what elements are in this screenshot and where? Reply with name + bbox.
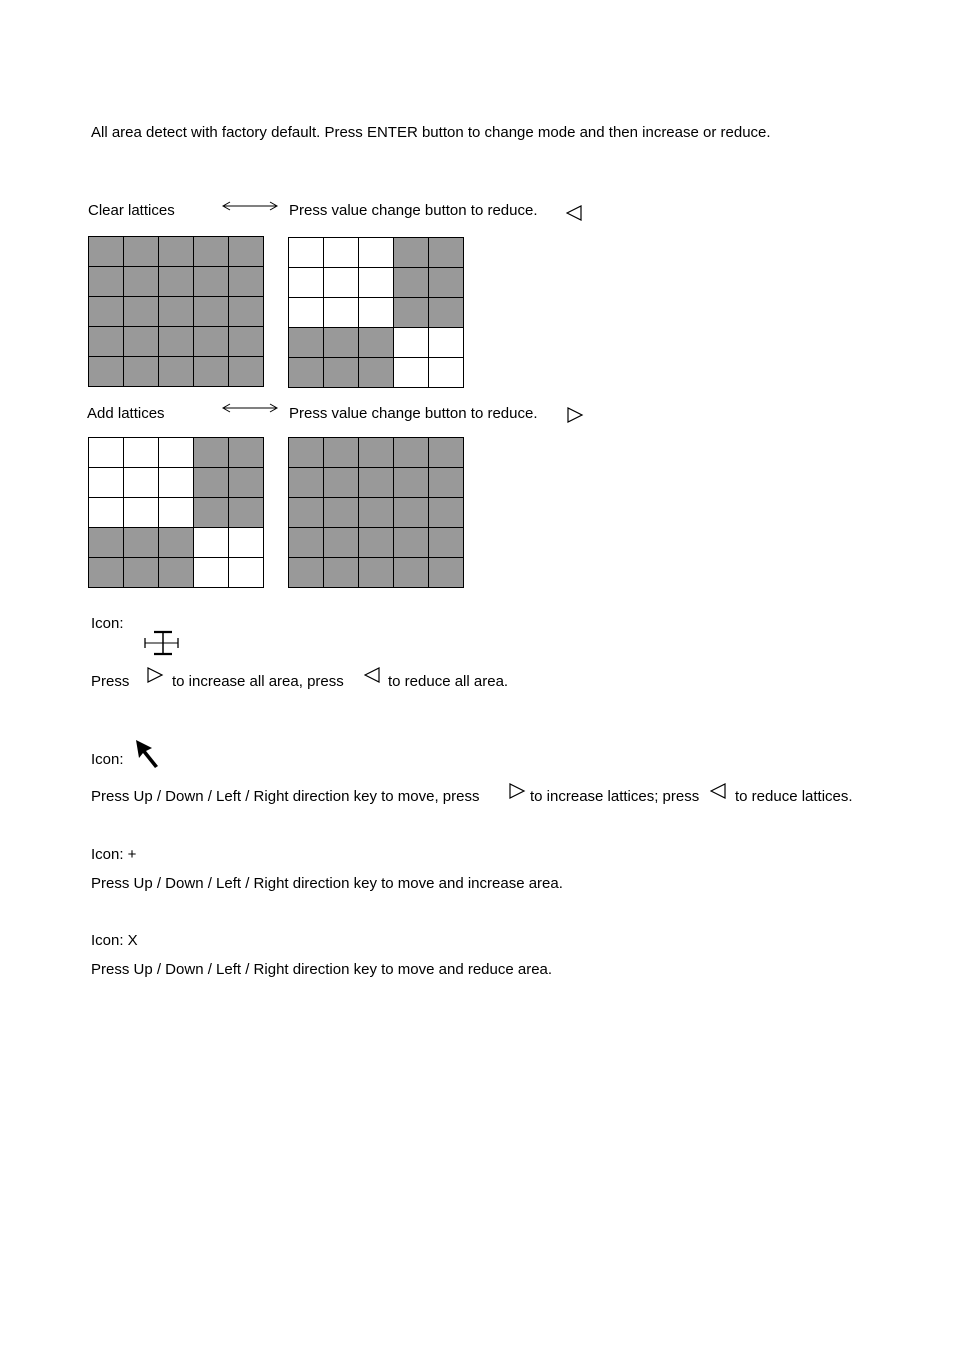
lattice-cell (229, 468, 263, 497)
lattice-cell (229, 327, 263, 356)
lattice-cell (429, 528, 463, 557)
lattice-cell (89, 297, 123, 326)
lattice-cell (394, 558, 428, 587)
lattice-cell (429, 328, 463, 357)
lattice-cell (194, 297, 228, 326)
lattice-cell (429, 358, 463, 387)
lattice-cell (324, 468, 358, 497)
lattice-cell (429, 498, 463, 527)
lattice-cell (429, 438, 463, 467)
triangle-left-icon (566, 205, 584, 221)
lattice-cell (159, 438, 193, 467)
lattice-cell (324, 498, 358, 527)
lattice-grid-clear-before (88, 236, 264, 387)
lattice-cell (194, 498, 228, 527)
lattice-cell (89, 438, 123, 467)
lattice-cell (359, 328, 393, 357)
increase-all-area-text: to increase all area, press (172, 673, 344, 690)
lattice-cell (324, 558, 358, 587)
lattice-cell (229, 357, 263, 386)
lattice-cell (124, 438, 158, 467)
reduce-all-area-text: to reduce all area. (388, 673, 509, 690)
lattice-cell (89, 327, 123, 356)
lattice-cell (289, 328, 323, 357)
lattice-cell (324, 528, 358, 557)
lattice-cell (289, 298, 323, 327)
lattice-cell (89, 237, 123, 266)
pointer-increase-text: to increase lattices; press (530, 788, 700, 805)
lattice-cell (124, 558, 158, 587)
lattice-cell (289, 468, 323, 497)
lattice-grid-clear-after (288, 237, 464, 388)
lattice-cell (289, 238, 323, 267)
icon-label-pointer: Icon: (91, 751, 124, 768)
lattice-cell (194, 558, 228, 587)
arrow-pointer-icon (134, 738, 162, 770)
lattice-cell (429, 468, 463, 497)
lattice-cell (124, 528, 158, 557)
lattice-cell (89, 267, 123, 296)
lattice-cell (429, 268, 463, 297)
lattice-cell (429, 558, 463, 587)
lattice-cell (229, 237, 263, 266)
area-select-icon (143, 630, 181, 656)
lattice-cell (324, 298, 358, 327)
add-lattices-label: Add lattices (87, 405, 165, 422)
lattice-cell (194, 468, 228, 497)
lattice-cell (289, 438, 323, 467)
double-arrow-icon (221, 199, 279, 213)
lattice-cell (159, 267, 193, 296)
lattice-cell (359, 358, 393, 387)
lattice-cell (394, 238, 428, 267)
lattice-cell (429, 238, 463, 267)
lattice-grid-add-after (288, 437, 464, 588)
icon-label-x: Icon: X (91, 932, 138, 949)
lattice-cell (359, 238, 393, 267)
triangle-right-icon (146, 667, 164, 683)
lattice-cell (229, 438, 263, 467)
lattice-cell (229, 297, 263, 326)
lattice-cell (289, 498, 323, 527)
lattice-cell (159, 528, 193, 557)
lattice-cell (289, 358, 323, 387)
lattice-cell (124, 357, 158, 386)
press-label: Press (91, 673, 130, 690)
lattice-cell (324, 328, 358, 357)
lattice-cell (229, 498, 263, 527)
pointer-move-text: Press Up / Down / Left / Right direction key to move, press (91, 788, 480, 805)
lattice-grid-add-before (88, 437, 264, 588)
lattice-cell (124, 267, 158, 296)
triangle-left-icon (710, 783, 728, 799)
plus-instruction-text: Press Up / Down / Left / Right direction key to move and increase area. (91, 875, 563, 892)
intro-text: All area detect with factory default. Press ENTER button to change mode and then increase or reduce. (91, 124, 771, 141)
lattice-cell (359, 558, 393, 587)
lattice-cell (359, 468, 393, 497)
lattice-cell (429, 298, 463, 327)
triangle-left-icon (364, 667, 382, 683)
lattice-cell (394, 328, 428, 357)
lattice-cell (89, 498, 123, 527)
lattice-cell (359, 298, 393, 327)
pointer-reduce-text: to reduce lattices. (735, 788, 853, 805)
lattice-cell (89, 468, 123, 497)
lattice-cell (159, 357, 193, 386)
lattice-cell (289, 528, 323, 557)
lattice-cell (359, 498, 393, 527)
lattice-cell (159, 498, 193, 527)
lattice-cell (194, 267, 228, 296)
x-instruction-text: Press Up / Down / Left / Right direction key to move and reduce area. (91, 961, 553, 978)
icon-label-area: Icon: (91, 615, 124, 632)
lattice-cell (324, 358, 358, 387)
lattice-cell (124, 237, 158, 266)
lattice-cell (324, 268, 358, 297)
lattice-cell (229, 558, 263, 587)
double-arrow-icon (221, 401, 279, 415)
lattice-cell (124, 498, 158, 527)
clear-lattices-instruction: Press value change button to reduce. (289, 202, 538, 219)
lattice-cell (124, 468, 158, 497)
lattice-cell (89, 528, 123, 557)
lattice-cell (194, 438, 228, 467)
triangle-right-icon (508, 783, 526, 799)
icon-label-plus: Icon: + (91, 846, 137, 863)
lattice-cell (359, 268, 393, 297)
lattice-cell (229, 528, 263, 557)
lattice-cell (289, 268, 323, 297)
lattice-cell (194, 528, 228, 557)
lattice-cell (124, 327, 158, 356)
lattice-cell (124, 297, 158, 326)
lattice-cell (394, 358, 428, 387)
lattice-cell (394, 268, 428, 297)
lattice-cell (194, 327, 228, 356)
lattice-cell (394, 498, 428, 527)
lattice-cell (159, 468, 193, 497)
lattice-cell (359, 528, 393, 557)
lattice-cell (89, 357, 123, 386)
lattice-cell (394, 528, 428, 557)
add-lattices-instruction: Press value change button to reduce. (289, 405, 538, 422)
lattice-cell (394, 438, 428, 467)
lattice-cell (159, 327, 193, 356)
lattice-cell (194, 237, 228, 266)
lattice-cell (229, 267, 263, 296)
lattice-cell (159, 558, 193, 587)
lattice-cell (89, 558, 123, 587)
lattice-cell (289, 558, 323, 587)
triangle-right-icon (566, 407, 584, 423)
lattice-cell (324, 238, 358, 267)
lattice-cell (394, 298, 428, 327)
lattice-cell (194, 357, 228, 386)
lattice-cell (324, 438, 358, 467)
lattice-cell (394, 468, 428, 497)
clear-lattices-label: Clear lattices (88, 202, 175, 219)
lattice-cell (159, 297, 193, 326)
lattice-cell (159, 237, 193, 266)
lattice-cell (359, 438, 393, 467)
